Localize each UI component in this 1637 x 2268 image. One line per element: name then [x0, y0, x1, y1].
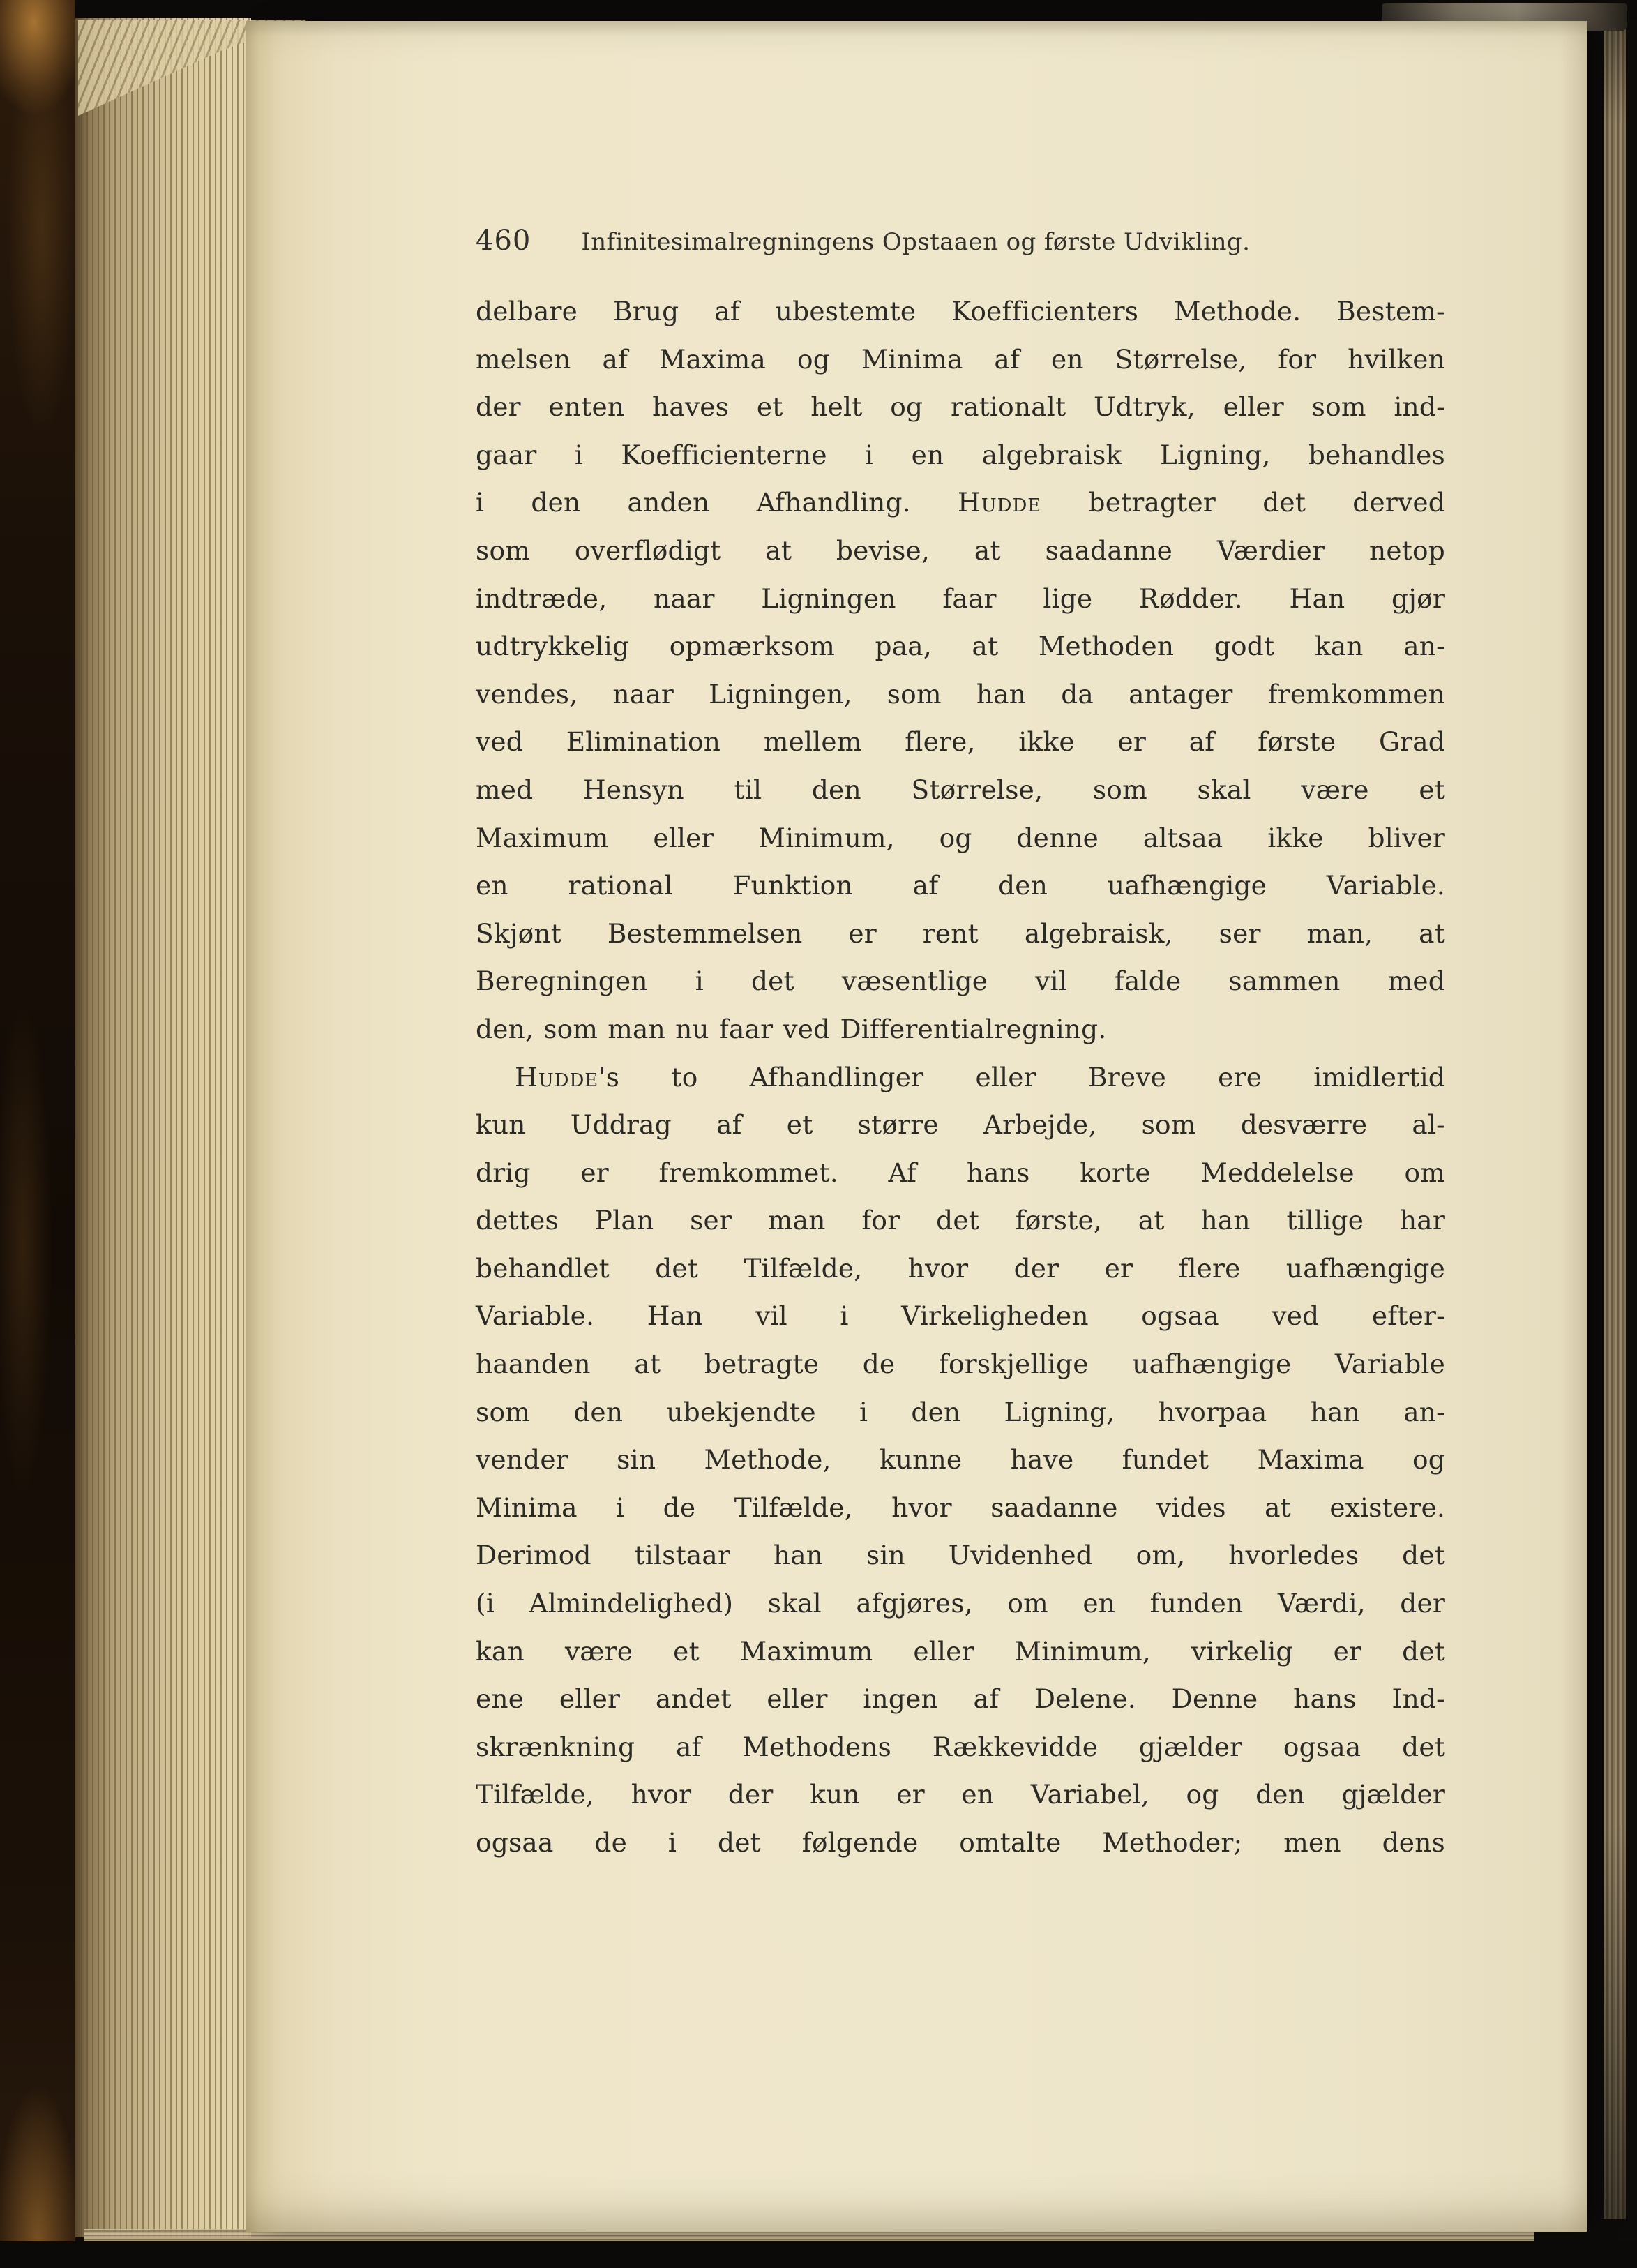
- text-line: vender sin Methode, kunne have fundet Maxima og: [476, 1444, 1445, 1475]
- text-line: (i Almindelighed) skal afgjøres, om en funden Værdi, der: [476, 1588, 1445, 1619]
- text-line: dettes Plan ser man for det første, at han tillige har: [476, 1205, 1445, 1236]
- text-line: Minima i de Tilfælde, hvor saadanne vides at existere.: [476, 1492, 1445, 1523]
- text-line: Variable. Han vil i Virkeligheden ogsaa ved efter-: [476, 1300, 1445, 1332]
- text-line: ogsaa de i det følgende omtalte Methoder; men dens: [476, 1827, 1445, 1858]
- text-line: haanden at betragte de forskjellige uafhængige Variable: [476, 1349, 1445, 1380]
- text-line: Derimod tilstaar han sin Uvidenhed om, hvorledes det: [476, 1540, 1445, 1571]
- text-line: som den ubekjendte i den Ligning, hvorpaa han an-: [476, 1396, 1445, 1427]
- text-line: udtrykkelig opmærksom paa, at Methoden godt kan an-: [476, 631, 1445, 662]
- small-caps-name: Hudde: [958, 487, 1042, 518]
- text-line: Hudde's to Afhandlinger eller Breve ere imidlertid: [515, 1061, 1445, 1092]
- text-line: med Hensyn til den Størrelse, som skal være et: [476, 774, 1445, 805]
- text-block: [476, 287, 1445, 1867]
- text-line: ene eller andet eller ingen af Delene. Denne hans Ind-: [476, 1683, 1445, 1715]
- running-title: Infinitesimalregningens Opstaaen og første Udvikling.: [581, 228, 1251, 256]
- text-line: i den anden Afhandling. Hudde betragter det derved: [476, 487, 1445, 518]
- text-line: ved Elimination mellem flere, ikke er af første Grad: [476, 726, 1445, 758]
- text-line: indtræde, naar Ligningen faar lige Rødder. Han gjør: [476, 583, 1445, 614]
- text-line: gaar i Koefficienterne i en algebraisk Ligning, behandles: [476, 439, 1445, 470]
- bottom-dark-band: [0, 2241, 1637, 2268]
- small-caps-name: Hudde: [515, 1061, 599, 1092]
- page-edges-right: [1604, 27, 1626, 2219]
- text-line: som overflødigt at bevise, at saadanne Værdier netop: [476, 534, 1445, 566]
- text-line: der enten haves et helt og rationalt Udtryk, eller som ind-: [476, 391, 1445, 423]
- book-spine: [0, 0, 75, 2268]
- text-line: en rational Funktion af den uafhængige Variable.: [476, 870, 1445, 901]
- text-line: den, som man nu faar ved Differentialregning.: [476, 1013, 1107, 1044]
- text-line: vendes, naar Ligningen, som han da antager fremkommen: [476, 678, 1445, 709]
- text-line: delbare Brug af ubestemte Koefficienters Methode. Bestem-: [476, 296, 1445, 326]
- text-line: melsen af Maxima og Minima af en Størrelse, for hvilken: [476, 343, 1445, 375]
- text-line: kan være et Maximum eller Minimum, virkelig er det: [476, 1635, 1445, 1667]
- text-line: drig er fremkommet. Af hans korte Meddelelse om: [476, 1157, 1445, 1188]
- page-edges-left: [75, 18, 251, 2237]
- text-line: Skjønt Bestemmelsen er rent algebraisk, ser man, at: [476, 917, 1445, 949]
- text-line: behandlet det Tilfælde, hvor der er flere uafhængige: [476, 1252, 1445, 1284]
- text-line: Tilfælde, hvor der kun er en Variabel, og den gjælder: [476, 1779, 1445, 1810]
- page-number: 460: [476, 225, 531, 257]
- page-header: [476, 225, 1250, 257]
- text-line: Maximum eller Minimum, og denne altsaa ikke bliver: [476, 822, 1445, 853]
- text-line: kun Uddrag af et større Arbejde, som desværre al-: [476, 1109, 1445, 1141]
- text-line: skrænkning af Methodens Rækkevidde gjælder ogsaa det: [476, 1731, 1445, 1762]
- book-page: [246, 21, 1587, 2232]
- text-line: Beregningen i det væsentlige vil falde sammen med: [476, 966, 1445, 997]
